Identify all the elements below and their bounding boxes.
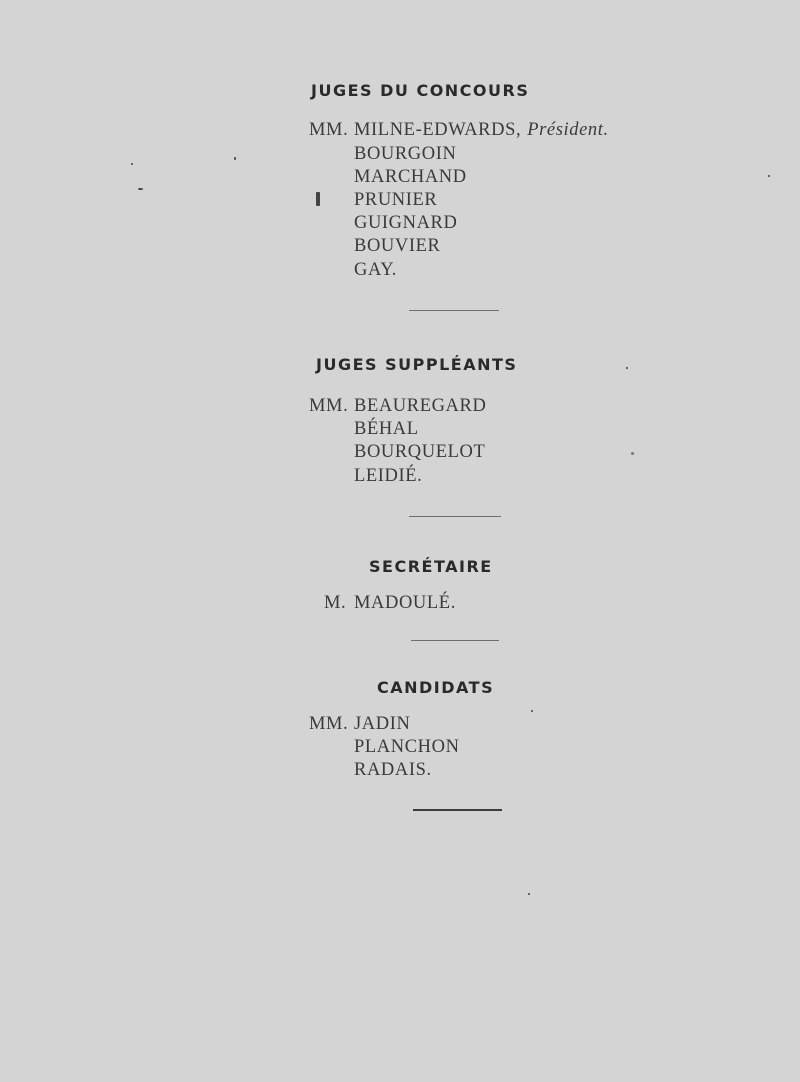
president-title: Président. [527, 120, 609, 140]
list-item [309, 395, 486, 417]
section-divider [411, 640, 499, 641]
member-name: MADOULÉ. [354, 593, 456, 613]
member-name: BOURQUELOT [354, 442, 486, 462]
list-item [324, 592, 456, 614]
member-name: BÉHAL [354, 419, 419, 439]
member-name: MILNE-EDWARDS, [354, 120, 522, 140]
paper-speck [131, 163, 133, 165]
paper-speck [316, 192, 320, 206]
member-name: MARCHAND [354, 167, 467, 187]
member-name: JADIN [354, 714, 411, 734]
honorific-prefix: MM. [309, 714, 349, 734]
heading-candidats: CANDIDATS [377, 678, 495, 697]
member-name: LEIDIÉ. [354, 466, 423, 486]
member-name: BOUVIER [354, 236, 441, 256]
paper-speck [138, 188, 143, 190]
heading-secretaire: SECRÉTAIRE [369, 557, 493, 576]
list-item [354, 259, 397, 281]
heading-juges-suppleants: JUGES SUPPLÉANTS [316, 355, 518, 374]
paper-speck [528, 893, 530, 895]
member-name: RADAIS. [354, 760, 432, 780]
paper-speck [626, 367, 628, 369]
honorific-prefix: MM. [309, 396, 349, 416]
list-item [354, 235, 440, 257]
member-name: PRUNIER [354, 190, 438, 210]
list-item [354, 166, 467, 188]
list-item [354, 465, 422, 487]
list-item [354, 189, 437, 211]
list-item [354, 441, 485, 463]
paper-speck [768, 175, 770, 177]
list-item [309, 119, 609, 141]
member-name: BOURGOIN [354, 144, 457, 164]
section-divider [409, 516, 501, 517]
member-name: PLANCHON [354, 737, 460, 757]
closing-rule [413, 809, 502, 811]
member-name: BEAUREGARD [354, 396, 487, 416]
list-item [354, 212, 457, 234]
paper-speck [531, 710, 533, 712]
section-divider [409, 310, 499, 311]
honorific-prefix: MM. [309, 120, 349, 140]
list-item [354, 418, 419, 440]
list-item [354, 143, 456, 165]
list-item [354, 759, 432, 781]
member-name: GAY. [354, 260, 398, 280]
honorific-prefix: M. [324, 593, 347, 613]
heading-juges-du-concours: JUGES DU CONCOURS [311, 81, 530, 100]
paper-speck [234, 157, 236, 160]
list-item [354, 736, 460, 758]
list-item [309, 713, 410, 735]
member-name: GUIGNARD [354, 213, 458, 233]
paper-speck [631, 452, 634, 455]
